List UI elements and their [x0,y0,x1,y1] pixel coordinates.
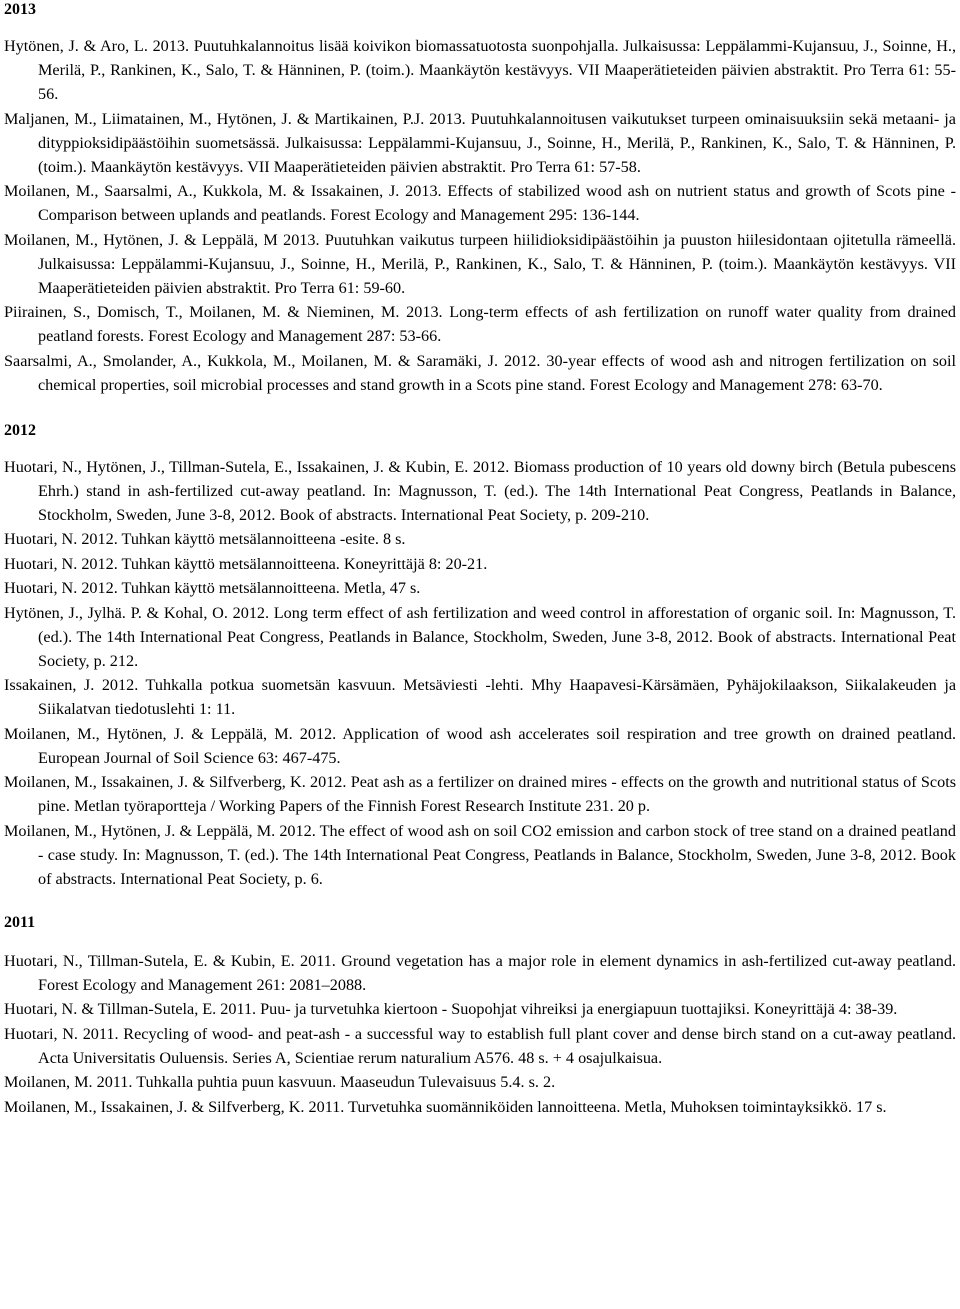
reference-item: Moilanen, M., Hytönen, J. & Leppälä, M. 2012. Application of wood ash accelerates soil respiration and tree growth on drained peatland. European Journal of Soil Science 63: 467-475. [4,724,956,767]
reference-item: Huotari, N., Tillman-Sutela, E. & Kubin, E. 2011. Ground vegetation has a major role in element dynamics in ash-fertilized cut-away peatland. Forest Ecology and Management 261: 2081–2088. [4,951,956,994]
reference-item: Huotari, N. 2012. Tuhkan käyttö metsälannoitteena. Koneyrittäjä 8: 20-21. [4,554,488,573]
reference-item: Hytönen, J. & Aro, L. 2013. Puutuhkalannoitus lisää koivikon biomassatuotosta suonpohjalla. Julkaisussa: Leppälammi-Kujansuu, J., Soinne, H., Merilä, P., Rankinen, K., Salo, T. & Hänninen, P. (toim.). Maankäytön kestävyys. VII Maaperätieteiden päivien abstraktit. Pro Terra 61: 55-56. [4,37,956,103]
reference-item: Huotari, N. & Tillman-Sutela, E. 2011. Puu- ja turvetuhka kiertoon - Suopohjat vihreiksi ja energiapuun tuottajiksi. Koneyrittäjä 4: 38-39. [4,1000,898,1018]
reference-list [4,455,960,891]
reference-item: Huotari, N. 2012. Tuhkan käyttö metsälannoitteena -esite. 8 s. [4,530,406,548]
reference-item: Moilanen, M., Issakainen, J. & Silfverberg, K. 2012. Peat ash as a fertilizer on drained mires - effects on the growth and nutritional status of Scots pine. Metlan työraportteja / Working Papers of the Finnish Forest Research Institute 231. 20 p. [4,773,956,815]
section-2011 [4,913,960,1119]
section-2012 [4,421,960,891]
reference-item: Moilanen, M., Hytönen, J. & Leppälä, M. 2012. The effect of wood ash on soil CO2 emission and carbon stock of tree stand on a drained peatland - case study. In: Magnusson, T. (ed.). The 14th International Peat Congress, Peatlands in Balance, Stockholm, Sweden, June 3-8, 2012. Book of abstracts. International Peat Society, p. 6. [4,821,956,888]
year-heading: 2011 [4,913,36,931]
reference-item: Moilanen, M. 2011. Tuhkalla puhtia puun kasvuun. Maaseudun Tulevaisuus 5.4. s. 2. [4,1073,556,1091]
reference-item: Hytönen, J., Jylhä. P. & Kohal, O. 2012. Long term effect of ash fertilization and weed control in afforestation of organic soil. In: Magnusson, T. (ed.). The 14th International Peat Congress, Peatlands in Balance, Stockholm, Sweden, June 3-8, 2012. Book of abstracts. International Peat Society, p. 212. [4,603,956,670]
reference-item: Moilanen, M., Hytönen, J. & Leppälä, M 2013. Puutuhkan vaikutus turpeen hiilidioksidipäästöihin ja puuston hiilesidontaan ojitetulla rämeellä. Julkaisussa: Leppälammi-Kujansuu, J., Soinne, H., Merilä, P., Rankinen, K., Salo, T. & Hänninen, P. (toim.). Maankäytön kestävyys. VII Maaperätieteiden päivien abstraktit. Pro Terra 61: 59-60. [4,230,956,297]
reference-list [4,34,960,397]
reference-item: Maljanen, M., Liimatainen, M., Hytönen, J. & Martikainen, P.J. 2013. Puutuhkalannoitusen vaikutukset turpeen ominaisuuksiin sekä metaani- ja dityppioksidipäästöihin suometsässä. Julkaisussa: Leppälammi-Kujansuu, J., Soinne, H., Merilä, P., Rankinen, K., Salo, T. & Hänninen, P. (toim.). Maankäytön kestävyys. VII Maaperätieteiden päivien abstraktit. Pro Terra 61: 57-58. [4,109,956,176]
year-heading: 2012 [4,421,36,439]
reference-item: Huotari, N. 2011. Recycling of wood- and peat-ash - a successful way to establish full plant cover and dense birch stand on a cut-away peatland. Acta Universitatis Ouluensis. Series A, Scientiae rerum naturalium A576. 48 s. + 4 osajulkaisua. [4,1024,956,1067]
reference-item: Huotari, N. 2012. Tuhkan käyttö metsälannoitteena. Metla, 47 s. [4,579,421,597]
reference-item: Piirainen, S., Domisch, T., Moilanen, M. & Nieminen, M. 2013. Long-term effects of ash fertilization on runoff water quality from drained peatland forests. Forest Ecology and Management 287: 53-66. [4,303,956,345]
reference-list [4,949,960,1119]
year-heading: 2013 [4,1,36,18]
section-2013 [4,0,960,397]
reference-item: Moilanen, M., Issakainen, J. & Silfverberg, K. 2011. Turvetuhka suomänniköiden lannoitteena. Metla, Muhoksen toimintayksikkö. 17 s. [4,1097,887,1116]
reference-item: Saarsalmi, A., Smolander, A., Kukkola, M., Moilanen, M. & Saramäki, J. 2012. 30-year effects of wood ash and nitrogen fertilization on soil chemical properties, soil microbial processes and stand growth in a Scots pine stand. Forest Ecology and Management 278: 63-70. [4,351,956,394]
reference-item: Huotari, N., Hytönen, J., Tillman-Sutela, E., Issakainen, J. & Kubin, E. 2012. Biomass production of 10 years old downy birch (Betula pubescens Ehrh.) stand in ash-fertilized cut-away peatland. In: Magnusson, T. (ed.). The 14th International Peat Congress, Peatlands in Balance, Stockholm, Sweden, June 3-8, 2012. Book of abstracts. International Peat Society, p. 209-210. [4,457,956,524]
reference-item: Moilanen, M., Saarsalmi, A., Kukkola, M. & Issakainen, J. 2013. Effects of stabilized wood ash on nutrient status and growth of Scots pine - Comparison between uplands and peatlands. Forest Ecology and Management 295: 136-144. [4,182,956,224]
reference-item: Issakainen, J. 2012. Tuhkalla potkua suometsän kasvuun. Metsäviesti -lehti. Mhy Haapavesi-Kärsämäen, Pyhäjokilaakson, Siikalakeuden ja Siikalatvan tiedotuslehti 1: 11. [4,676,956,718]
